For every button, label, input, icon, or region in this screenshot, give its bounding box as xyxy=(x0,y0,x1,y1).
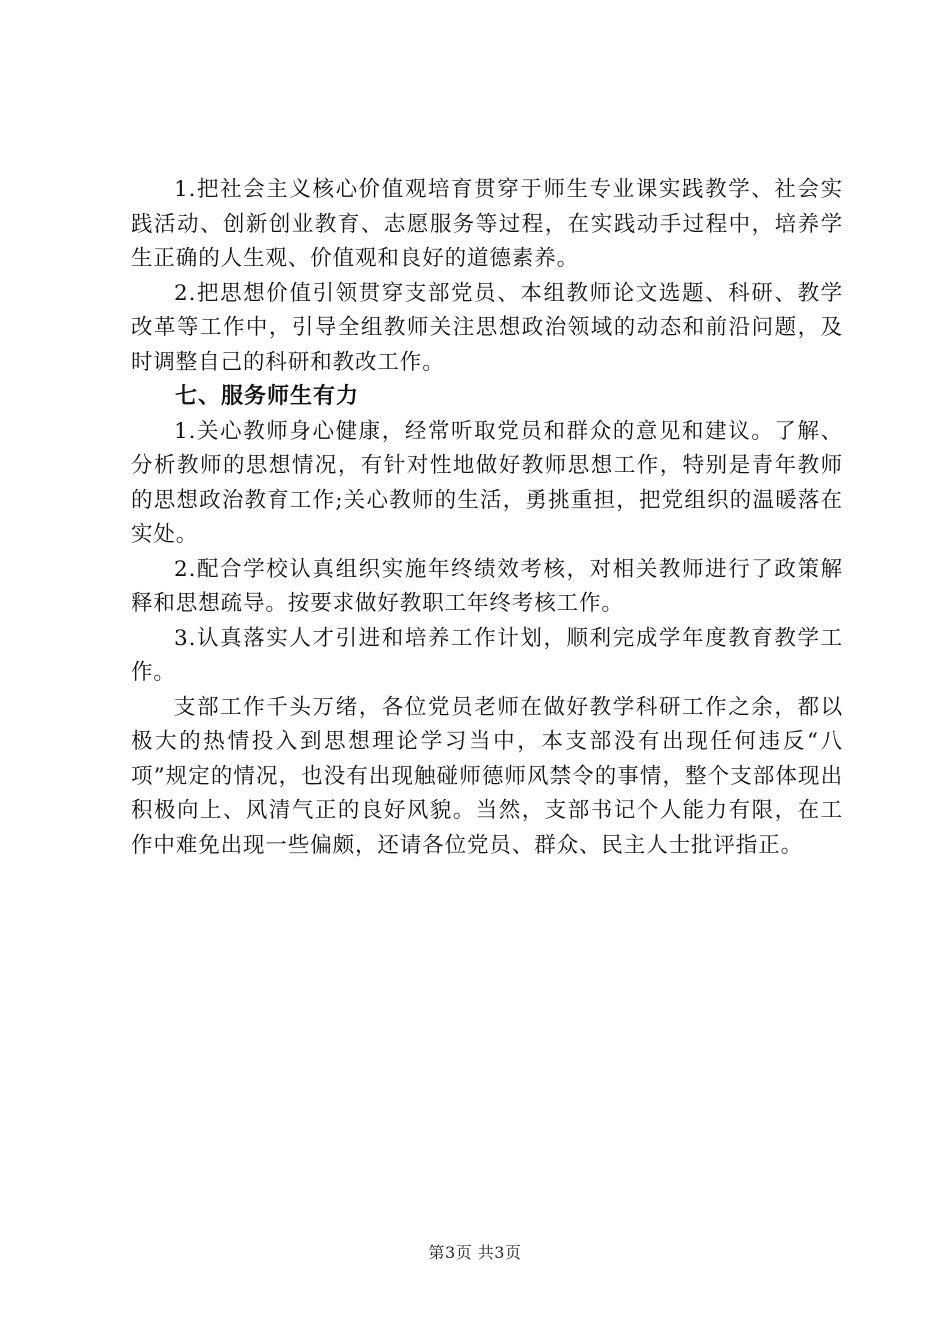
paragraph-5: 3.认真落实人才引进和培养工作计划，顺利完成学年度教育教学工作。 xyxy=(131,625,843,685)
paragraph-1: 1.把社会主义核心价值观培育贯穿于师生专业课实践教学、社会实践活动、创新创业教育、志愿服务等过程，在实践动手过程中，培养学生正确的人生观、价值观和良好的道德素养。 xyxy=(131,177,843,271)
section-heading: 七、服务师生有力 xyxy=(175,384,360,409)
paragraph-4: 2.配合学校认真组织实施年终绩效考核，对相关教师进行了政策解释和思想疏导。按要求做好教职工年终考核工作。 xyxy=(131,556,843,616)
page-footer: 第3页 共3页 xyxy=(428,1243,522,1262)
document-body xyxy=(131,173,843,863)
paragraph-6: 支部工作千头万绪，各位党员老师在做好教学科研工作之余，都以极大的热情投入到思想理论学习当中，本支部没有出现任何违反“八项”规定的情况，也没有出现触碰师德师风禁令的事情，整个支部体现出积极向上、风清气正的良好风貌。当然，支部书记个人能力有限，在工作中难免出现一些偏颇，还请各位党员、群众、民主人士批评指正。 xyxy=(131,694,843,858)
paragraph-2: 2.把思想价值引领贯穿支部党员、本组教师论文选题、科研、教学改革等工作中，引导全组教师关注思想政治领域的动态和前沿问题，及时调整自己的科研和教改工作。 xyxy=(131,280,843,375)
paragraph-3: 1.关心教师身心健康，经常听取党员和群众的意见和建议。了解、分析教师的思想情况，有针对性地做好教师思想工作，特别是青年教师的思想政治教育工作;关心教师的生活，勇挑重担，把党组织的温暖落在实处。 xyxy=(131,418,843,547)
